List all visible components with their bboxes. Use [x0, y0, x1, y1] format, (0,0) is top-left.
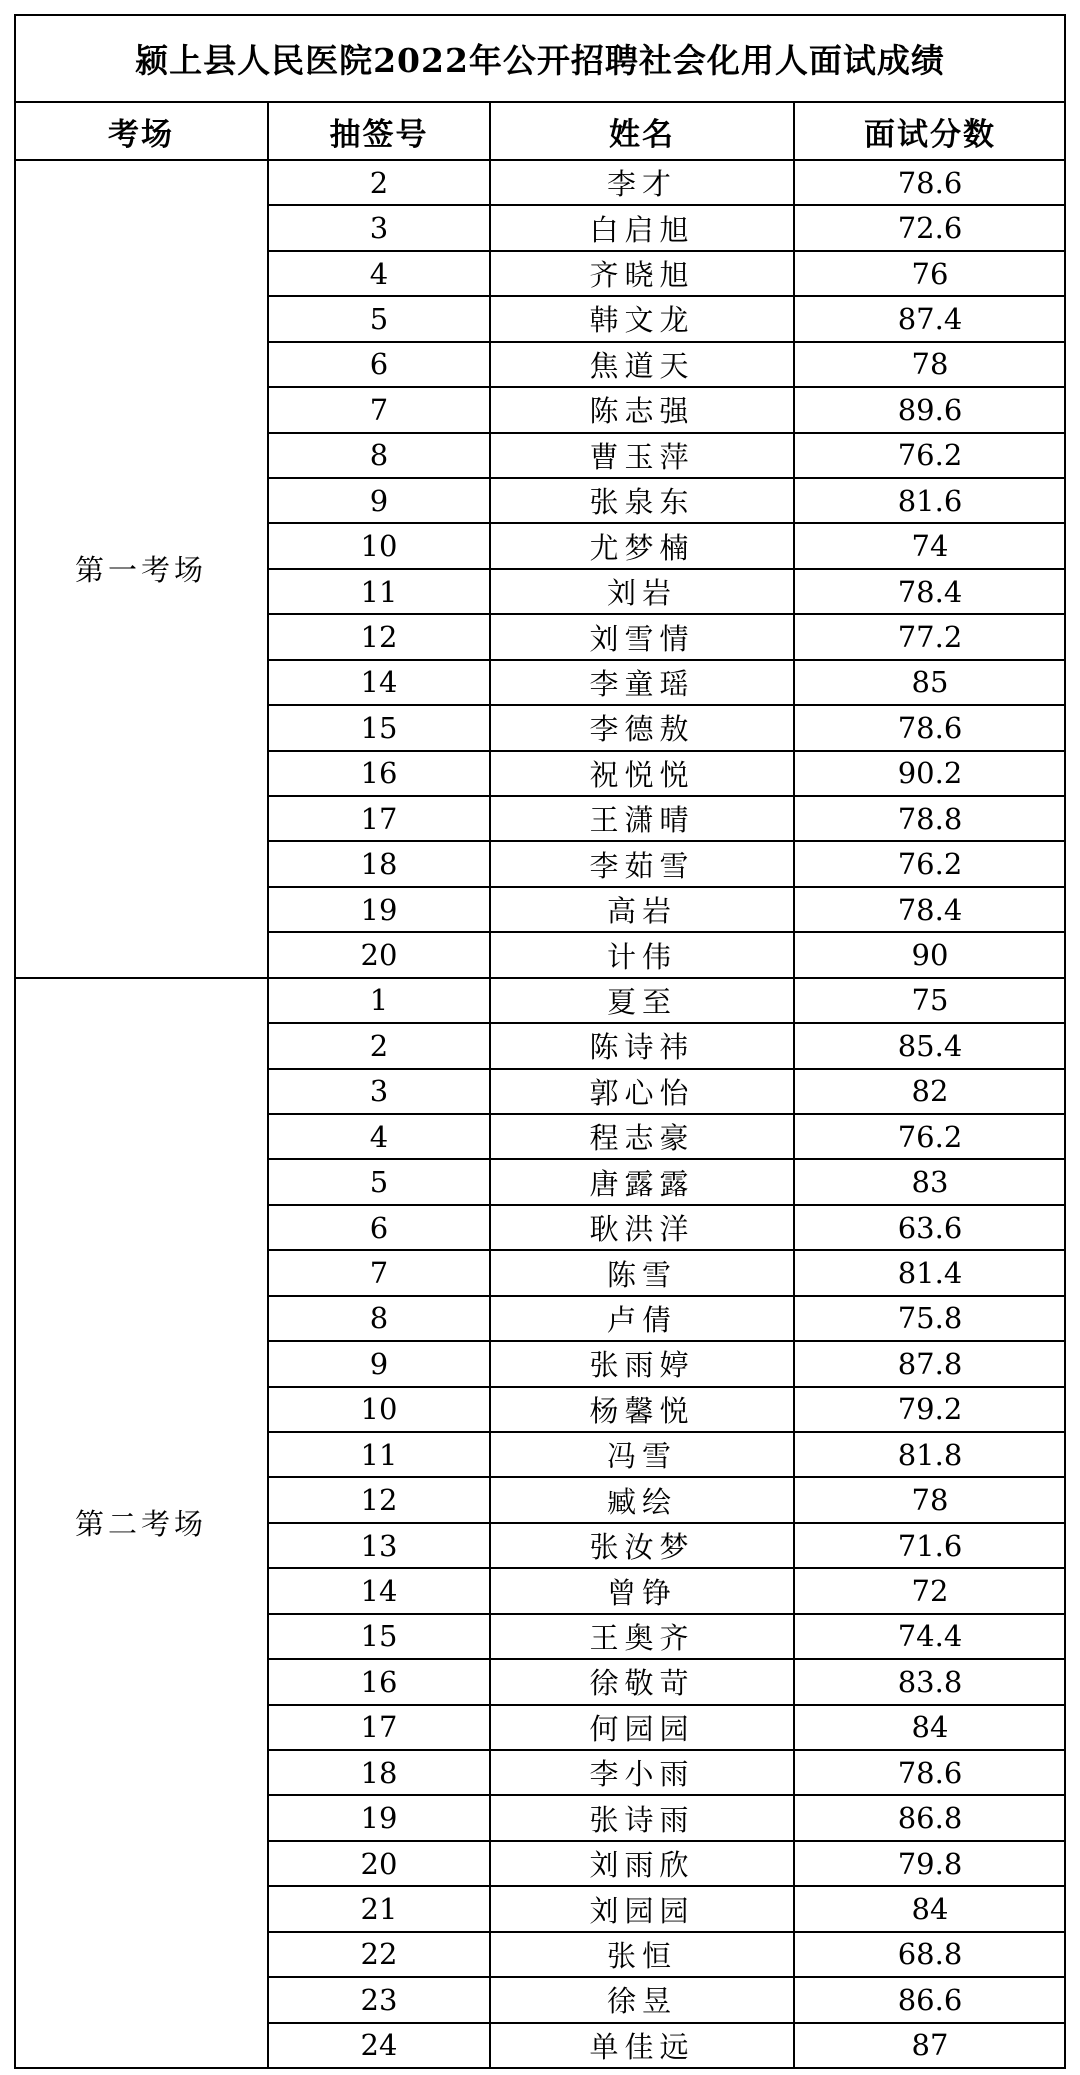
interview-score-cell: 78.4	[897, 574, 963, 609]
draw-number-cell: 2	[369, 1028, 389, 1063]
interview-score-cell: 81.4	[897, 1256, 963, 1291]
interview-score-cell: 74	[911, 529, 949, 564]
interview-score-cell: 90	[911, 938, 949, 972]
interview-score-cell: 78.4	[897, 892, 963, 927]
interview-score-cell: 76.2	[897, 847, 963, 882]
draw-number-cell: 16	[360, 756, 398, 791]
candidate-name-cell: 李才	[606, 167, 677, 202]
draw-number-cell: 8	[369, 438, 389, 473]
candidate-name-cell: 徐昱	[606, 1984, 677, 2019]
score-sheet	[14, 14, 1066, 2064]
candidate-name-cell: 祝悦悦	[589, 757, 695, 792]
interview-score-cell: 74.4	[897, 1619, 963, 1654]
draw-number-cell: 6	[369, 1210, 389, 1245]
candidate-name-cell: 刘雪情	[589, 621, 695, 656]
candidate-name-cell: 张雨婷	[589, 1348, 695, 1383]
draw-number-cell: 14	[360, 1574, 398, 1609]
draw-number-cell: 4	[369, 1119, 389, 1154]
candidate-name-cell: 张汝梦	[589, 1530, 695, 1565]
candidate-name-cell: 何园园	[589, 1711, 695, 1746]
interview-score-cell: 72	[911, 1574, 949, 1609]
grid-line-horizontal	[14, 977, 1066, 979]
candidate-name-cell: 陈雪	[606, 1257, 677, 1292]
draw-number-cell: 8	[369, 1301, 389, 1336]
interview-score-cell: 63.6	[897, 1210, 963, 1245]
interview-score-cell: 84	[911, 1710, 949, 1745]
draw-number-cell: 10	[360, 1392, 398, 1427]
interview-score-cell: 72.6	[897, 211, 963, 246]
interview-score-cell: 83	[911, 1165, 949, 1200]
interview-score-cell: 87.8	[897, 1346, 963, 1381]
draw-number-cell: 4	[369, 256, 389, 291]
candidate-name-cell: 张泉东	[589, 485, 695, 520]
candidate-name-cell: 冯雪	[606, 1439, 677, 1474]
interview-score-cell: 76.2	[897, 1119, 963, 1154]
draw-number-cell: 1	[369, 983, 389, 1018]
candidate-name-cell: 张诗雨	[589, 1802, 695, 1837]
venue-label: 第一考场	[74, 553, 207, 588]
header-draw-number: 抽签号	[329, 116, 429, 153]
draw-number-cell: 17	[360, 801, 398, 836]
candidate-name-cell: 夏至	[606, 984, 677, 1019]
interview-score-cell: 79.2	[897, 1392, 963, 1427]
venue-label: 第二考场	[74, 1507, 207, 1542]
candidate-name-cell: 王奥齐	[589, 1620, 695, 1655]
draw-number-cell: 11	[360, 1437, 398, 1472]
draw-number-cell: 17	[360, 1710, 398, 1745]
candidate-name-cell: 唐露露	[589, 1166, 695, 1201]
draw-number-cell: 12	[360, 620, 398, 654]
interview-score-cell: 79.8	[897, 1846, 963, 1881]
candidate-name-cell: 徐敬苛	[589, 1666, 695, 1701]
grid-line-vertical	[14, 14, 16, 2068]
candidate-name-cell: 刘岩	[606, 576, 677, 611]
candidate-name-cell: 韩文龙	[589, 303, 695, 338]
grid-line-horizontal	[14, 14, 1066, 16]
interview-score-cell: 81.8	[897, 1437, 963, 1472]
draw-number-cell: 22	[360, 1937, 398, 1972]
draw-number-cell: 14	[360, 665, 398, 700]
candidate-name-cell: 李小雨	[589, 1757, 695, 1792]
interview-score-cell: 89.6	[897, 392, 963, 427]
interview-score-cell: 86.6	[897, 1982, 963, 2017]
candidate-name-cell: 李德敖	[589, 712, 695, 747]
interview-score-cell: 75.8	[897, 1301, 963, 1336]
interview-score-cell: 78	[911, 347, 949, 382]
candidate-name-cell: 臧绘	[606, 1484, 677, 1519]
candidate-name-cell: 程志豪	[589, 1121, 695, 1156]
draw-number-cell: 9	[369, 1346, 389, 1381]
draw-number-cell: 12	[360, 1483, 398, 1518]
candidate-name-cell: 计伟	[606, 939, 677, 974]
draw-number-cell: 16	[360, 1664, 398, 1699]
draw-number-cell: 21	[360, 1892, 398, 1927]
candidate-name-cell: 耿洪洋	[589, 1212, 695, 1247]
candidate-name-cell: 焦道天	[589, 348, 695, 383]
candidate-name-cell: 尤梦楠	[589, 530, 695, 565]
interview-score-cell: 85.4	[897, 1028, 963, 1063]
candidate-name-cell: 杨馨悦	[589, 1393, 695, 1428]
interview-score-cell: 87	[911, 2028, 949, 2063]
candidate-name-cell: 郭心怡	[589, 1075, 695, 1110]
interview-score-cell: 86.8	[897, 1801, 963, 1836]
interview-score-cell: 78.6	[897, 710, 963, 745]
draw-number-cell: 10	[360, 529, 398, 564]
candidate-name-cell: 王潇晴	[589, 803, 695, 838]
draw-number-cell: 6	[369, 347, 389, 382]
grid-line-vertical	[267, 102, 269, 2068]
candidate-name-cell: 陈诗祎	[589, 1030, 695, 1065]
draw-number-cell: 20	[360, 1846, 398, 1881]
candidate-name-cell: 曾铮	[606, 1575, 677, 1610]
interview-score-cell: 90.2	[897, 756, 963, 791]
draw-number-cell: 20	[360, 938, 398, 972]
candidate-name-cell: 高岩	[606, 894, 677, 929]
header-venue: 考场	[108, 116, 174, 153]
interview-score-cell: 87.4	[897, 301, 963, 336]
interview-score-cell: 78.6	[897, 1755, 963, 1790]
interview-score-cell: 78.6	[897, 165, 963, 200]
candidate-name-cell: 陈志强	[589, 394, 695, 429]
grid-line-vertical	[1064, 14, 1066, 2068]
grid-line-horizontal	[14, 2067, 1066, 2069]
draw-number-cell: 11	[360, 574, 398, 609]
header-name: 姓名	[609, 116, 675, 153]
draw-number-cell: 3	[369, 1074, 389, 1109]
draw-number-cell: 3	[369, 211, 389, 246]
draw-number-cell: 23	[360, 1982, 398, 2017]
interview-score-cell: 83.8	[897, 1664, 963, 1699]
draw-number-cell: 9	[369, 483, 389, 518]
candidate-name-cell: 李茹雪	[589, 848, 695, 883]
interview-score-cell: 78	[911, 1483, 949, 1518]
candidate-name-cell: 李童瑶	[589, 666, 695, 701]
candidate-name-cell: 刘园园	[589, 1893, 695, 1928]
draw-number-cell: 13	[360, 1528, 398, 1563]
interview-score-cell: 71.6	[897, 1528, 963, 1563]
grid-line-horizontal	[14, 159, 1066, 161]
interview-score-cell: 84	[911, 1892, 949, 1927]
draw-number-cell: 19	[360, 892, 398, 927]
draw-number-cell: 5	[369, 301, 389, 336]
candidate-name-cell: 曹玉萍	[589, 439, 695, 474]
draw-number-cell: 24	[360, 2028, 398, 2063]
header-score: 面试分数	[864, 116, 996, 153]
interview-score-cell: 78.8	[897, 801, 963, 836]
draw-number-cell: 19	[360, 1801, 398, 1836]
candidate-name-cell: 齐晓旭	[589, 258, 695, 293]
interview-score-cell: 77.2	[897, 620, 963, 654]
candidate-name-cell: 卢倩	[606, 1302, 677, 1337]
interview-score-cell: 85	[911, 665, 949, 700]
draw-number-cell: 2	[369, 165, 389, 200]
grid-line-horizontal	[14, 101, 1066, 103]
interview-score-cell: 68.8	[897, 1937, 963, 1972]
document-title: 颍上县人民医院2022年公开招聘社会化用人面试成绩	[135, 40, 945, 80]
candidate-name-cell: 白启旭	[589, 212, 695, 247]
interview-score-cell: 75	[911, 983, 949, 1018]
candidate-name-cell: 刘雨欣	[589, 1848, 695, 1883]
draw-number-cell: 7	[369, 392, 389, 427]
draw-number-cell: 5	[369, 1165, 389, 1200]
interview-score-cell: 81.6	[897, 483, 963, 518]
interview-score-cell: 76.2	[897, 438, 963, 473]
interview-score-cell: 82	[911, 1074, 949, 1109]
draw-number-cell: 15	[360, 710, 398, 745]
draw-number-cell: 7	[369, 1256, 389, 1291]
draw-number-cell: 15	[360, 1619, 398, 1654]
grid-line-vertical	[793, 102, 795, 2068]
grid-line-vertical	[489, 102, 491, 2068]
candidate-name-cell: 张恒	[606, 1938, 677, 1973]
interview-score-cell: 76	[911, 256, 949, 291]
candidate-name-cell: 单佳远	[589, 2029, 695, 2064]
draw-number-cell: 18	[360, 847, 398, 882]
draw-number-cell: 18	[360, 1755, 398, 1790]
